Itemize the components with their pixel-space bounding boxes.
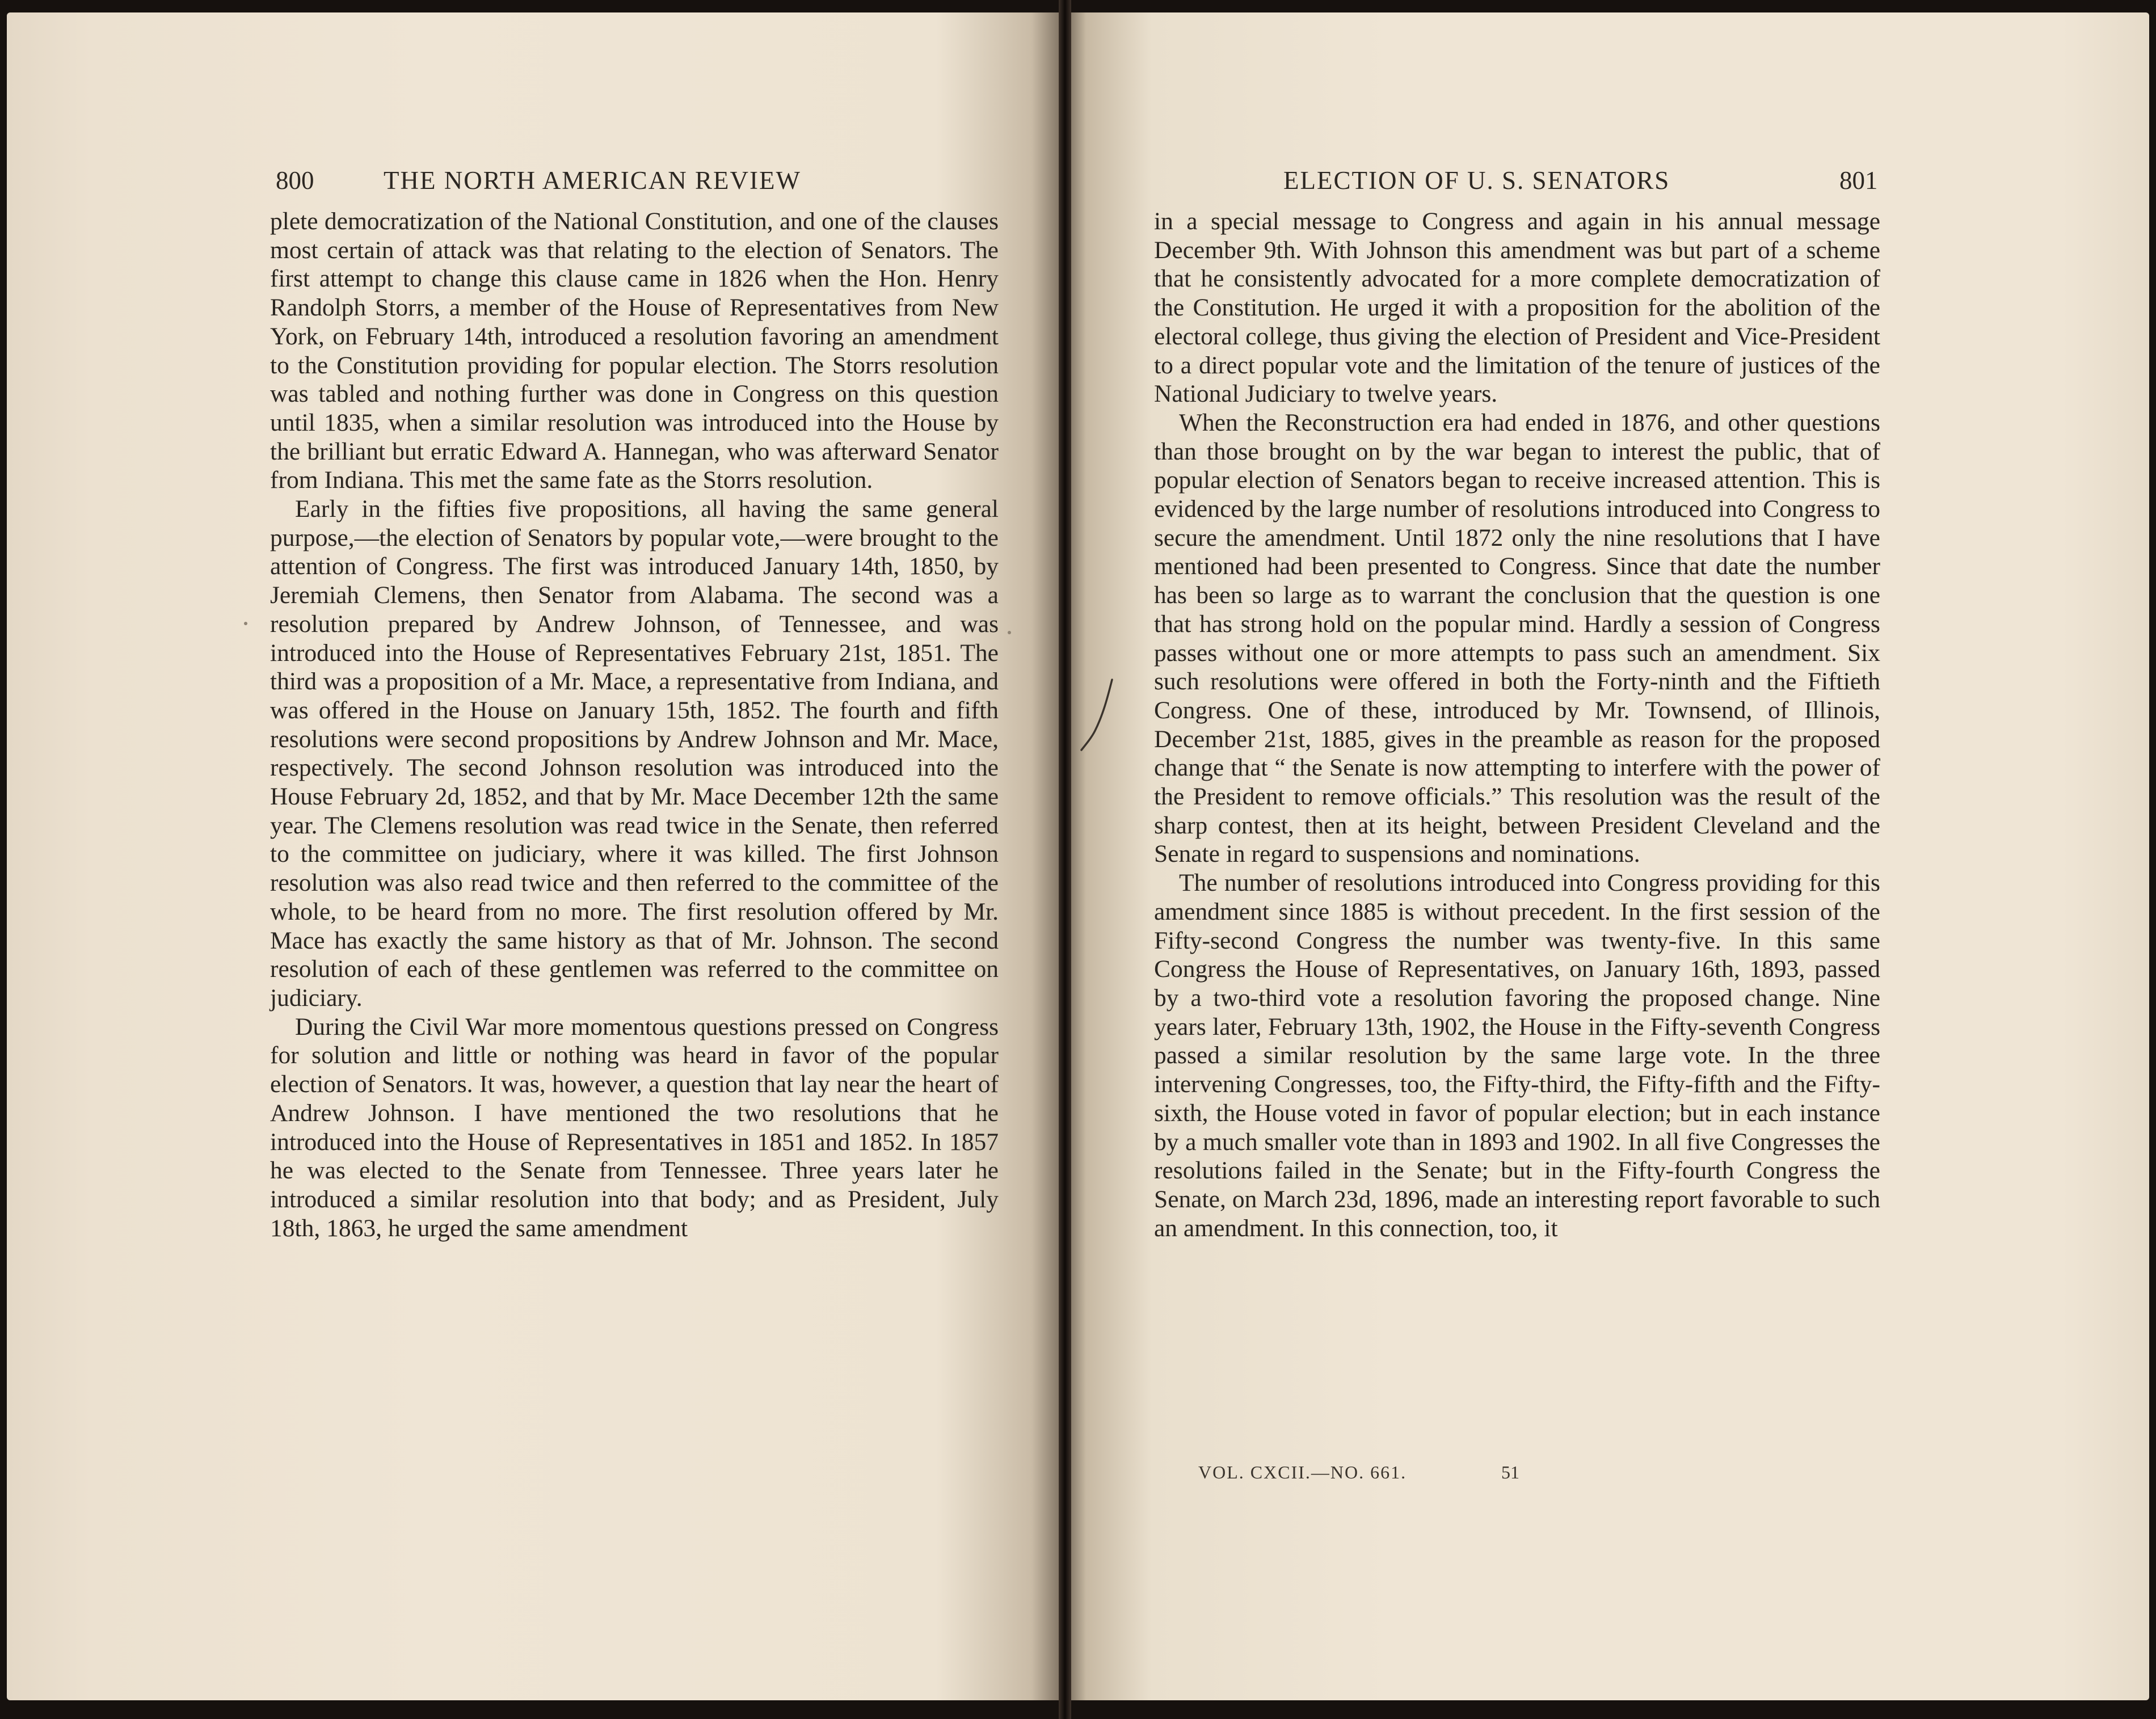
left-page-number: 800 <box>276 166 314 195</box>
paragraph: During the Civil War more momentous questions pressed on Congress for solution and little or nothing was heard in favor of the popular election of Senators. It was, however, a question that lay near the heart of Andrew Johnson. I have mentioned the two resolutions that he introduced into the House of Representatives in 1851 and 1852. In 1857 he was elected to the Senate from Tennessee. Three years later he introduced a similar resolution into that body; and as President, July 18th, 1863, he urged the same amendment <box>270 1013 999 1242</box>
margin-speck <box>244 622 247 625</box>
paragraph: When the Reconstruction era had ended in 1876, and other questions than those brought on by the war began to interest the public, that of popular election of Senators began to receive increased attention. This is evidenced by the large number of resolutions introduced into Congress to secure the amendment. Until 1872 only the nine resolutions that I have mentioned had been presented to Congress. Since that date the number has been so large as to warrant the conclusion that the question is one that has strong hold on the popular mind. Hardly a session of Congress passes without one or more attempts to pass such an amendment. Six such resolutions were offered in both the Forty-ninth and the Fiftieth Congress. One of these, introduced by Mr. Townsend, of Illinois, December 21st, 1885, gives in the preamble as reason for the proposed change that “ the Senate is now attempting to interfere with the power of the President to remove officials.” This resolution was the result of the sharp contest, then at its height, between President Cleveland and the Senate in regard to suspensions and nominations. <box>1154 408 1880 868</box>
paragraph: plete democratization of the National Constitution, and one of the clauses most certain of attack was that relating to the election of Senators. The first attempt to change this clause came in 1826 when the Hon. Henry Randolph Storrs, a member of the House of Representatives from New York, on February 14th, introduced a resolution favoring an amendment to the Constitution providing for popular election. The Storrs resolution was tabled and nothing further was done in Congress on this question until 1835, when a similar resolution was introduced into the House by the brilliant but erratic Edward A. Hannegan, who was afterward Senator from Indiana. This met the same fate as the Storrs resolution. <box>270 208 999 494</box>
left-page-text <box>270 207 999 1242</box>
left-running-head: THE NORTH AMERICAN REVIEW <box>384 166 801 195</box>
signature-mark: VOL. CXCII.—NO. 661. <box>1198 1462 1407 1482</box>
margin-speck <box>1008 631 1011 634</box>
paragraph: The number of resolutions introduced into Congress providing for this amendment since 1885 is without precedent. In the first session of the Fifty-second Congress the number was twenty-five. In this same Congress the House of Representatives, on January 16th, 1893, passed by a two-third vote a resolution favoring the proposed change. Nine years later, February 13th, 1902, the House in the Fifty-seventh Congress passed a similar resolution by the same large vote. In the three intervening Congresses, too, the Fifty-third, the Fifty-fifth and the Fifty-sixth, the House voted in favor of popular election; but in each instance by a much smaller vote than in 1893 and 1902. In all five Congresses the resolutions failed in the Senate; but in the Fifty-fourth Congress the Senate, on March 23d, 1896, made an interesting report favorable to such an amendment. In this connection, too, it <box>1154 869 1880 1242</box>
right-page-number: 801 <box>1839 166 1878 195</box>
paragraph: Early in the fifties five propositions, all having the same general purpose,—the election of Senators by popular vote,—were brought to the attention of Congress. The first was introduced January 14th, 1850, by Jeremiah Clemens, then Senator from Alabama. The second was a resolution prepared by Andrew Johnson, of Tennessee, and was introduced into the House of Representatives February 21st, 1851. The third was a proposition of a Mr. Mace, a representative from Indiana, and was offered in the House on January 15th, 1852. The fourth and fifth resolutions were second propositions by Andrew Johnson and Mr. Mace, respectively. The second Johnson resolution was introduced into the House February 2d, 1852, and that by Mr. Mace December 12th the same year. The Clemens resolution was read twice in the Senate, then referred to the committee on judiciary, where it was killed. The first Johnson resolution was also read twice and then referred to the committee of the whole, to be heard from no more. The first resolution offered by Mr. Mace has exactly the same history as that of Mr. Johnson. The second resolution of each of these gentlemen was referred to the committee on judiciary. <box>270 495 999 1012</box>
signature-number: 51 <box>1501 1462 1519 1482</box>
book-gutter <box>1059 0 1071 1719</box>
pencil-mark-icon <box>1078 675 1123 755</box>
paragraph: in a special message to Congress and again in his annual message December 9th. With Johnson this amendment was but part of a scheme that he consistently advocated for a more complete democratization of the Constitution. He urged it with a proposition for the abolition of the electoral college, thus giving the election of President and Vice-President to a direct popular vote and the limitation of the tenure of justices of the National Judiciary to twelve years. <box>1154 208 1880 408</box>
right-running-head: ELECTION OF U. S. SENATORS <box>1283 166 1670 195</box>
right-page-text <box>1154 207 1880 1242</box>
